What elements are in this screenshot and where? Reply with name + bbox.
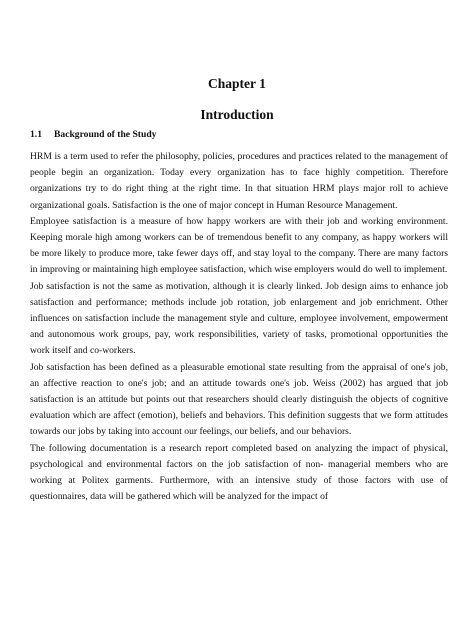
- chapter-title: Introduction: [200, 107, 274, 122]
- paragraph: Job satisfaction has been defined as a pleasurable emotional state resulting from the appraisal of one's job, an affective reaction to one's job; and an attitude towards one's job. Weiss (2002) has argued that job satisfaction is an attitude but points out that researchers should clearly distinguish the objects of cognitive evaluation which are affect (emotion), beliefs and behaviors. This definition suggests that we form attitudes towards our jobs by taking into account our feelings, our beliefs, and our behaviors.: [30, 361, 448, 438]
- paragraph: Job satisfaction is not the same as motivation, although it is clearly linked. Job design aims to enhance job satisfaction and performance; methods include job rotation, job enlargement and job enrichment. Other influences on satisfaction include the management style and culture, employee involvement, empowerment and autonomous work groups, pay, work responsibilities, variety of tasks, promotional opportunities the work itself and co-workers.: [30, 280, 448, 357]
- chapter-heading: Chapter 1: [208, 76, 266, 91]
- section-heading: [30, 129, 156, 140]
- section-title: Background of the Study: [54, 129, 157, 140]
- body-text: [30, 149, 448, 505]
- paragraph: The following documentation is a research report completed based on analyzing the impact of physical, psychological and environmental factors on the job satisfaction of non- managerial members who are working at Politex garments. Furthermore, with an intensive study of those factors with use of questionnaires, data will be gathered which will be analyzed for the impact of: [30, 442, 448, 503]
- paragraph: HRM is a term used to refer the philosophy, policies, procedures and practices related to the management of people begin an organization. Today every organization has to face highly competition. Therefore organizations try to do right thing at the right time. In that situation HRM plays major roll to achieve organizational goals. Satisfaction is the one of major concept in Human Resource Management.: [30, 151, 448, 211]
- section-number: 1.1: [30, 129, 42, 140]
- paragraph: Employee satisfaction is a measure of how happy workers are with their job and working environment. Keeping morale high among workers can be of tremendous benefit to any company, as happy workers will be more likely to produce more, take fewer days off, and stay loyal to the company. There are many factors in improving or maintaining high employee satisfaction, which wise employers would do well to implement.: [30, 215, 448, 276]
